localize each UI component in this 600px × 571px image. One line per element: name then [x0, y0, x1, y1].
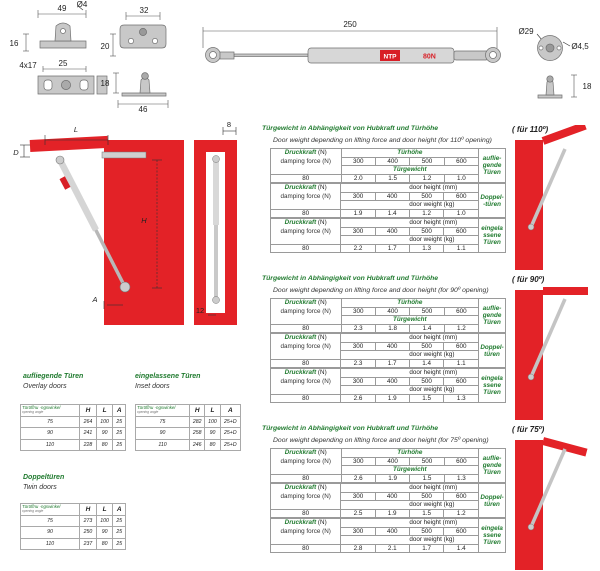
table-cell: 228	[80, 439, 97, 451]
hardware-dimension-drawings	[0, 0, 600, 115]
height-cell: 600	[444, 192, 479, 201]
height-cell: 400	[375, 342, 409, 351]
section-title: Türgewicht in Abhängigkeit von Hubkraft und Türhöhe	[262, 425, 439, 432]
force-cell: 80	[271, 394, 341, 403]
weight-cell: 2.8	[341, 544, 375, 553]
table-cell: 90	[21, 527, 80, 539]
tuergewicht-label: Türgewicht	[341, 166, 479, 175]
damping-label: damping force (N)	[271, 192, 341, 201]
table-cell: 25	[113, 416, 126, 428]
col-header: H	[80, 504, 97, 516]
force-cell: 80	[271, 174, 342, 183]
label-8: 8	[226, 120, 232, 129]
table-cell: 282	[190, 416, 205, 428]
damping-label: damping force (N)	[271, 157, 342, 166]
table-cell: 110	[21, 538, 80, 550]
strut-brand-text: NTP	[383, 53, 397, 61]
weight-cell: 1.3	[444, 394, 479, 403]
door-weight-table	[270, 448, 506, 483]
dim-top-bracket-width: 49	[57, 4, 67, 13]
cabinet-door	[542, 125, 587, 145]
damping-label: damping force (N)	[271, 227, 341, 236]
druckkraft-label: Druckkraft (N)	[271, 519, 341, 528]
col-header: A	[113, 405, 126, 417]
table-cell: 90	[96, 527, 113, 539]
druckkraft-label: Druckkraft (N)	[271, 334, 341, 343]
door-weight-table	[270, 483, 506, 518]
druckkraft-label: Druckkraft (N)	[271, 369, 341, 378]
height-cell: 400	[375, 192, 409, 201]
table-cell: 25	[113, 439, 126, 451]
dim-round-outer: Ø29	[518, 27, 534, 36]
door-weight-label: door weight (kg)	[409, 236, 478, 245]
dim-round-height: 18	[582, 82, 592, 91]
weight-cell: 1.2	[444, 324, 478, 333]
table-cell: 264	[80, 416, 97, 428]
table-row	[136, 428, 241, 440]
label-A: A	[92, 295, 98, 304]
druckkraft-label: Druckkraft (N)	[271, 219, 341, 228]
tuergewicht-label: Türgewicht	[341, 466, 479, 475]
section-subtitle: Door weight depending on lifting force and door height (for 110º opening)	[273, 137, 492, 144]
door-weight-table	[270, 218, 506, 253]
col-header: L	[96, 504, 113, 516]
weight-cell: 2.5	[341, 509, 375, 518]
strut-pivot	[528, 224, 534, 230]
table-cell: 273	[80, 515, 97, 527]
height-cell: 500	[409, 342, 444, 351]
label-L: L	[73, 125, 79, 134]
table-row	[21, 439, 126, 451]
inset-title: eingelassene Türen	[135, 373, 201, 380]
height-cell: 500	[409, 377, 444, 386]
door-weight-label: door weight (kg)	[409, 536, 478, 545]
weight-cell: 1.1	[444, 359, 479, 368]
druckkraft-label: Druckkraft (N)	[271, 484, 341, 493]
weight-cell: 1.5	[410, 474, 444, 483]
druckkraft-label: Druckkraft (N)	[271, 149, 342, 158]
col-header: A	[220, 405, 240, 417]
force-cell: 80	[271, 209, 341, 218]
height-cell: 400	[375, 307, 409, 316]
dim-side-bracket-height: 20	[100, 42, 110, 51]
table-row	[21, 527, 126, 539]
damping-label: damping force (N)	[271, 307, 342, 316]
height-cell: 300	[341, 342, 375, 351]
overlay-table	[20, 404, 126, 451]
tuergewicht-label: Türgewicht	[341, 316, 479, 325]
height-cell: 400	[375, 492, 409, 501]
door-type-label: eingela ssene Türen	[479, 369, 506, 403]
col-header: A	[113, 504, 126, 516]
label-12: 12	[195, 306, 205, 315]
door-type-label: eingela ssene Türen	[479, 519, 506, 553]
dim-side-bracket-width: 32	[139, 6, 149, 15]
tuerhoehe-label: Türhöhe	[341, 299, 479, 308]
table-cell: 110	[21, 439, 80, 451]
col-header: H	[190, 405, 205, 417]
damping-label: damping force (N)	[271, 377, 341, 386]
weight-cell: 2.6	[341, 394, 375, 403]
mounting-diagram	[0, 115, 260, 350]
weight-cell: 1.2	[410, 174, 444, 183]
table-row	[21, 515, 126, 527]
door-height-label: door height (mm)	[409, 334, 478, 343]
table-cell: 100	[96, 416, 113, 428]
damping-label: damping force (N)	[271, 457, 342, 466]
weight-cell: 1.9	[375, 509, 409, 518]
weight-cell: 1.4	[410, 324, 444, 333]
weight-cell: 2.1	[375, 544, 409, 553]
height-cell: 600	[444, 342, 479, 351]
table-cell: 90	[205, 428, 220, 440]
angle-header: Türöffnu -ngswinkel opening angle	[136, 405, 190, 417]
height-cell: 600	[444, 492, 479, 501]
damping-label: damping force (N)	[271, 527, 341, 536]
angle-label: ( für 110º)	[512, 125, 549, 134]
dim-hole-span: 25	[58, 59, 68, 68]
door-weight-label: door weight (kg)	[409, 201, 478, 210]
table-cell: 258	[190, 428, 205, 440]
door-height-label: door height (mm)	[409, 219, 478, 228]
damping-label: damping force (N)	[271, 492, 341, 501]
twin-subtitle: Twin doors	[23, 484, 57, 491]
dim-round-inner: Ø4,5	[571, 42, 589, 51]
dim-bottom-height: 18	[100, 79, 110, 88]
table-cell: 90	[136, 428, 190, 440]
door-type-label: auflie- gende Türen	[479, 299, 506, 333]
door-type-label: Doppel- türen	[479, 484, 506, 518]
weight-cell: 1.7	[375, 359, 409, 368]
door-weight-table	[270, 298, 506, 333]
door-weight-table	[270, 148, 506, 183]
height-cell: 400	[375, 227, 409, 236]
force-cell: 80	[271, 244, 341, 253]
weight-cell: 1.7	[409, 544, 444, 553]
door-type-label: auflie- gende Türen	[479, 149, 506, 183]
table-row	[136, 439, 241, 451]
weight-cell: 1.4	[375, 209, 409, 218]
table-cell: 25	[113, 428, 126, 440]
force-cell: 80	[271, 359, 341, 368]
dim-top-bracket-height: 16	[9, 39, 19, 48]
door-weight-table	[270, 368, 506, 403]
strut-pivot	[528, 524, 534, 530]
table-cell: 246	[190, 439, 205, 451]
door-weight-table	[270, 183, 506, 218]
inset-table	[135, 404, 241, 451]
door-height-label: door height (mm)	[409, 484, 478, 493]
height-cell: 400	[375, 157, 409, 166]
table-cell: 80	[96, 439, 113, 451]
overlay-subtitle: Overlay doors	[23, 383, 67, 390]
weight-cell: 1.9	[341, 209, 375, 218]
col-header: H	[80, 405, 97, 417]
section-title: Türgewicht in Abhängigkeit von Hubkraft und Türhöhe	[262, 125, 439, 132]
weight-cell: 1.8	[375, 324, 409, 333]
label-H: H	[141, 216, 147, 225]
weight-cell: 2.3	[341, 359, 375, 368]
height-cell: 300	[341, 157, 375, 166]
strut-pivot	[528, 374, 534, 380]
force-cell: 80	[271, 509, 341, 518]
dim-strut-length: 250	[343, 20, 357, 29]
force-cell: 80	[271, 474, 342, 483]
height-cell: 500	[410, 157, 444, 166]
col-header: L	[96, 405, 113, 417]
height-cell: 500	[409, 492, 444, 501]
table-cell: 80	[205, 439, 220, 451]
weight-cell: 1.3	[409, 244, 444, 253]
table-cell: 75	[21, 416, 80, 428]
section-subtitle: Door weight depending on lifting force and door height (for 75º opening)	[273, 437, 489, 444]
height-cell: 400	[375, 377, 409, 386]
table-cell: 25	[113, 515, 126, 527]
weight-cell: 1.4	[409, 359, 444, 368]
height-cell: 500	[409, 192, 444, 201]
weight-cell: 1.5	[409, 509, 444, 518]
height-cell: 300	[341, 307, 375, 316]
door-weight-label: door weight (kg)	[409, 351, 478, 360]
weight-cell: 2.6	[341, 474, 375, 483]
height-cell: 300	[341, 192, 375, 201]
table-cell: 75	[21, 515, 80, 527]
door-type-label: Doppel- türen	[479, 334, 506, 368]
table-cell: 25+D	[220, 428, 240, 440]
door-height-label: door height (mm)	[409, 369, 478, 378]
height-cell: 500	[409, 227, 444, 236]
dim-slot: 4x17	[19, 61, 37, 70]
strut-force-label: 80N	[423, 53, 436, 61]
weight-cell: 1.7	[375, 244, 409, 253]
height-cell: 300	[341, 527, 375, 536]
weight-cell: 1.1	[444, 244, 479, 253]
table-cell: 90	[96, 428, 113, 440]
weight-cell: 1.2	[444, 509, 479, 518]
door-weight-table	[270, 518, 506, 553]
weight-cell: 1.4	[444, 544, 479, 553]
force-cell: 80	[271, 324, 342, 333]
height-cell: 600	[444, 157, 478, 166]
table-cell: 241	[80, 428, 97, 440]
door-height-label: door height (mm)	[409, 519, 478, 528]
force-cell: 80	[271, 544, 341, 553]
weight-cell: 1.0	[444, 174, 478, 183]
height-cell: 300	[341, 457, 375, 466]
illustration-75	[515, 437, 588, 570]
table-cell: 80	[96, 538, 113, 550]
door-type-label: auflie- gende Türen	[479, 449, 506, 483]
twin-title: Doppeltüren	[23, 474, 65, 481]
table-cell: 25+D	[220, 416, 240, 428]
dim-bottom-width: 46	[138, 105, 148, 114]
table-cell: 250	[80, 527, 97, 539]
height-cell: 300	[341, 227, 375, 236]
opening-angle-illustrations	[505, 125, 600, 571]
weight-cell: 1.5	[409, 394, 444, 403]
overlay-title: aufliegende Türen	[23, 373, 84, 380]
weight-cell: 2.0	[341, 174, 375, 183]
table-cell: 90	[21, 428, 80, 440]
angle-header: Türöffnu -ngswinkel opening angle	[21, 405, 80, 417]
table-cell: 100	[205, 416, 220, 428]
illustration-110	[515, 125, 587, 270]
height-cell: 400	[375, 527, 409, 536]
height-cell: 600	[444, 227, 479, 236]
inset-subtitle: Inset doors	[135, 383, 170, 390]
angle-label: ( für 75º)	[512, 425, 545, 434]
table-row	[136, 416, 241, 428]
weight-cell: 1.9	[375, 474, 409, 483]
tuerhoehe-label: Türhöhe	[341, 149, 479, 158]
height-cell: 500	[409, 527, 444, 536]
angle-header: Türöffnu -ngswinkel opening angle	[21, 504, 80, 516]
height-cell: 300	[341, 377, 375, 386]
weight-cell: 1.9	[375, 394, 409, 403]
height-cell: 600	[444, 377, 479, 386]
table-cell: 25	[113, 527, 126, 539]
weight-cell: 2.2	[341, 244, 375, 253]
table-cell: 237	[80, 538, 97, 550]
table-cell: 110	[136, 439, 190, 451]
angle-label: ( für 90º)	[512, 275, 545, 284]
door-type-label: eingela ssene Türen	[479, 219, 506, 253]
door-height-label: door height (mm)	[409, 184, 478, 193]
section-title: Türgewicht in Abhängigkeit von Hubkraft und Türhöhe	[262, 275, 439, 282]
door-weight-label: door weight (kg)	[409, 386, 478, 395]
druckkraft-label: Druckkraft (N)	[271, 184, 341, 193]
twin-table	[20, 503, 126, 550]
door-type-label: Doppel- -türen	[479, 184, 506, 218]
druckkraft-label: Druckkraft (N)	[271, 449, 342, 458]
weight-cell: 1.3	[444, 474, 478, 483]
table-row	[21, 416, 126, 428]
section-subtitle: Door weight depending on lifting force and door height (for 90º opening)	[273, 287, 489, 294]
damping-label: damping force (N)	[271, 342, 341, 351]
height-cell: 600	[444, 457, 478, 466]
table-cell: 75	[136, 416, 190, 428]
table-row	[21, 428, 126, 440]
cabinet-door	[543, 287, 588, 295]
tuerhoehe-label: Türhöhe	[341, 449, 479, 458]
height-cell: 500	[410, 307, 444, 316]
weight-cell: 2.3	[341, 324, 375, 333]
height-cell: 300	[341, 492, 375, 501]
col-header: L	[205, 405, 220, 417]
door-weight-table	[270, 333, 506, 368]
table-cell: 100	[96, 515, 113, 527]
label-D: D	[13, 148, 19, 157]
weight-cell: 1.5	[375, 174, 409, 183]
height-cell: 600	[444, 307, 478, 316]
height-cell: 600	[444, 527, 479, 536]
druckkraft-label: Druckkraft (N)	[271, 299, 342, 308]
weight-cell: 1.0	[444, 209, 479, 218]
height-cell: 500	[410, 457, 444, 466]
illustration-90	[515, 287, 588, 420]
height-cell: 400	[375, 457, 409, 466]
weight-cell: 1.2	[409, 209, 444, 218]
table-cell: 25	[113, 538, 126, 550]
dim-hole-dia: Ø4	[76, 0, 88, 9]
table-cell: 25+D	[220, 439, 240, 451]
door-weight-label: door weight (kg)	[409, 501, 478, 510]
table-row	[21, 538, 126, 550]
